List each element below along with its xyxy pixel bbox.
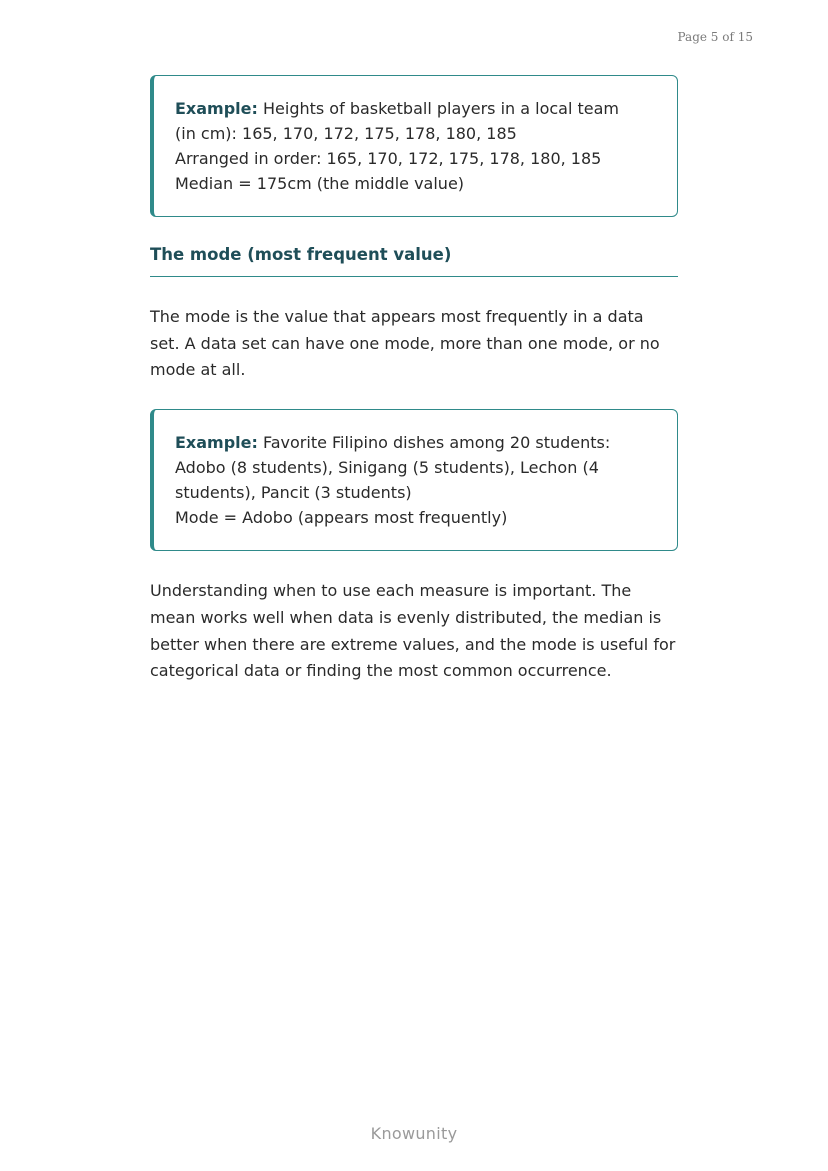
mode-example-box (150, 409, 678, 551)
page-content (150, 75, 678, 685)
mode-example-line-4: Mode = Adobo (appears most frequently) (175, 508, 508, 528)
mode-example-line-1 (175, 430, 657, 455)
mode-example-line-2: Adobo (8 students), Sinigang (5 students), Lechon (4 (175, 458, 599, 478)
footer-brand: Knowunity (370, 1124, 458, 1143)
median-example-box (150, 75, 678, 217)
median-example-line-2: (in cm): 165, 170, 172, 175, 178, 180, 185 (175, 124, 517, 143)
median-example-text: Heights of basketball players in a local team (257, 99, 620, 118)
page-number: Page 5 of 15 (677, 30, 753, 44)
median-example-line-3: Arranged in order: 165, 170, 172, 175, 178, 180, 185 (175, 149, 602, 168)
summary-paragraph: Understanding when to use each measure is important. The mean works well when data is evenly distributed, the median is better when there are extreme values, and the mode is useful for categorical data or finding the most common occurrence. (150, 581, 676, 681)
mode-paragraph: The mode is the value that appears most frequently in a data set. A data set can have one mode, more than one mode, or no mode at all. (150, 307, 660, 380)
mode-example-line-3: students), Pancit (3 students) (175, 483, 412, 503)
median-example-line-4: Median = 175cm (the middle value) (175, 174, 465, 193)
median-example-line-1 (175, 96, 657, 121)
example-label: Example: (175, 99, 258, 118)
example-label: Example: (175, 433, 258, 453)
mode-example-text: Favorite Filipino dishes among 20 students: (257, 433, 611, 453)
mode-section-heading: The mode (most frequent value) (150, 243, 678, 277)
